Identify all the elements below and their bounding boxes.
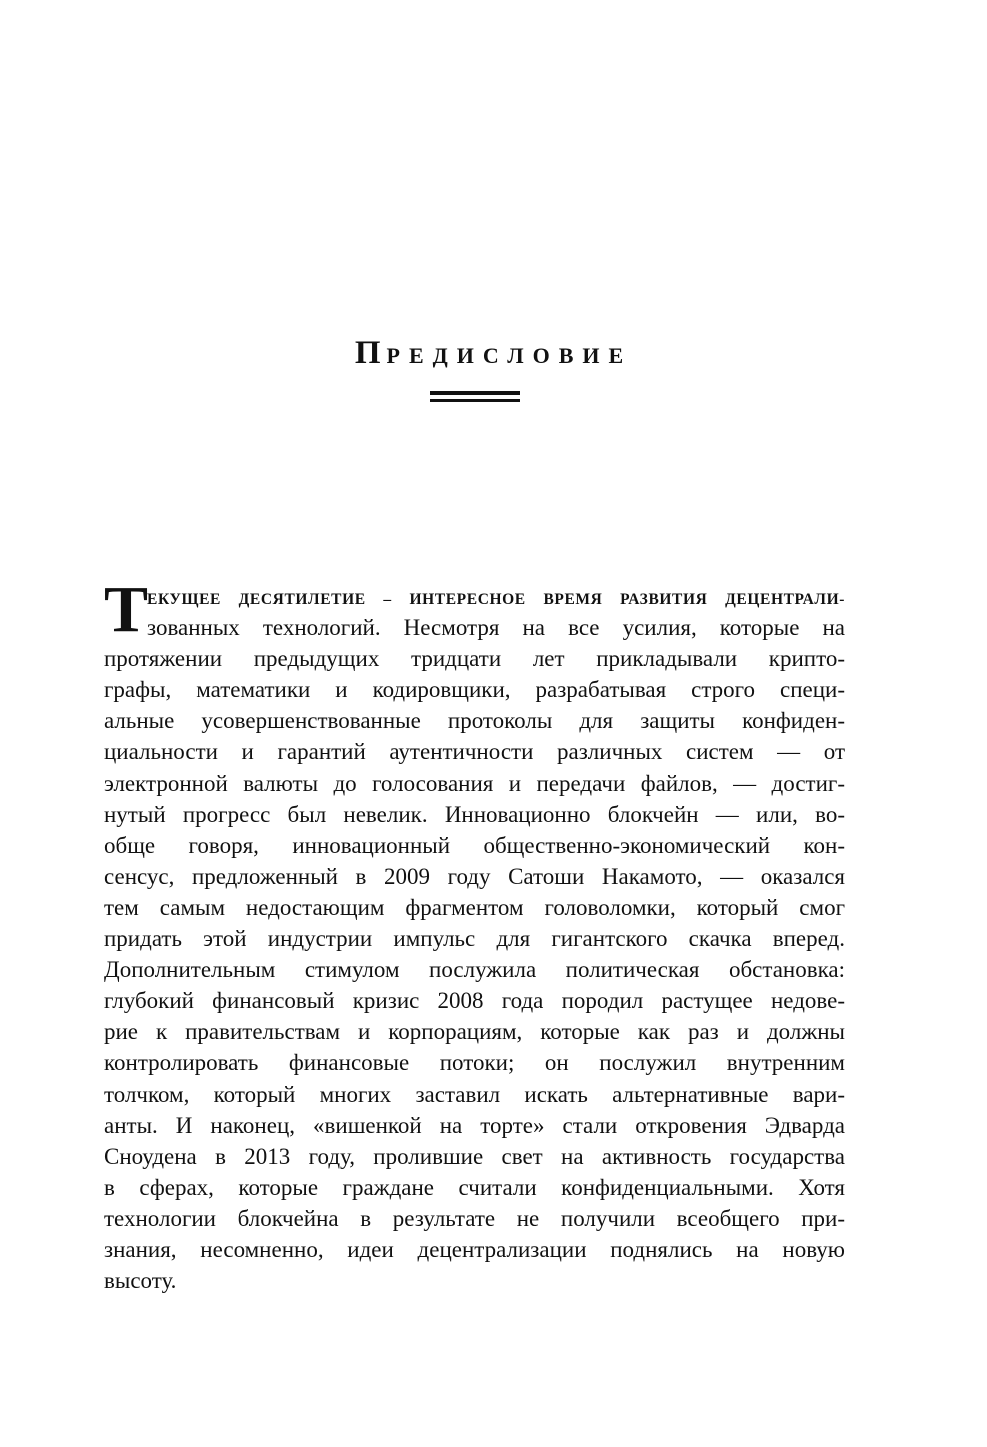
paragraph-line: циальности и гарантий аутентичности различных систем — от (104, 739, 845, 765)
paragraph-line: обще говоря, инновационный общественно-экономический кон- (104, 832, 845, 858)
chapter-title (0, 333, 987, 376)
drop-cap: Т (104, 573, 149, 646)
paragraph-line: знания, несомненно, идеи децентрализации поднялись на новую (104, 1236, 845, 1262)
paragraph-line: сенсус, предложенный в 2009 году Сатоши Накамото, — оказался (104, 863, 845, 889)
chapter-title-initial: П (354, 335, 387, 371)
paragraph-line: анты. И наконец, «вишенкой на торте» стали откровения Эдварда (104, 1112, 845, 1138)
paragraph-line: зованных технологий. Несмотря на все усилия, которые на (147, 615, 845, 641)
body-paragraph (104, 573, 845, 1296)
paragraph-line-smallcaps: ЕКУЩЕЕ ДЕСЯТИЛЕТИЕ – ИНТЕРЕСНОЕ ВРЕМЯ РАЗВИТИЯ ДЕЦЕНТРАЛИ- (147, 591, 845, 608)
paragraph-line: тем самым недостающим фрагментом головоломки, который смог (104, 894, 845, 920)
paragraph-line: придать этой индустрии импульс для гигантского скачка вперед. (104, 926, 845, 952)
paragraph-line: контролировать финансовые потоки; он послужил внутренним (104, 1050, 845, 1076)
paragraph-line: Дополнительным стимулом послужила политическая обстановка: (104, 957, 845, 983)
paragraph-line: рие к правительствам и корпорациям, которые как раз и должны (104, 1019, 845, 1045)
paragraph-line: глубокий финансовый кризис 2008 года породил растущее недове- (104, 988, 845, 1014)
paragraph-line: электронной валюты до голосования и передачи файлов, — достиг- (104, 770, 845, 796)
paragraph-line: графы, математики и кодировщики, разрабатывая строго специ- (104, 677, 845, 703)
paragraph-line: толчком, который многих заставил искать альтернативные вари- (104, 1081, 845, 1107)
title-underline-bottom (430, 399, 520, 402)
title-underline-top (430, 391, 520, 395)
paragraph-line: альные усовершенствованные протоколы для защиты конфиден- (104, 708, 845, 734)
paragraph-line: нутый прогресс был невелик. Инновационно блокчейн — или, во- (104, 801, 845, 827)
paragraph-line: Сноудена в 2013 году, пролившие свет на активность государства (104, 1143, 845, 1169)
paragraph-line-last: высоту. (104, 1268, 177, 1294)
paragraph-line: технологии блокчейна в результате не получили всеобщего при- (104, 1205, 845, 1231)
chapter-title-rest: РЕДИСЛОВИЕ (386, 343, 633, 368)
paragraph-line: в сферах, которые граждане считали конфиденциальными. Хотя (104, 1174, 845, 1200)
paragraph-line: протяжении предыдущих тридцати лет прикладывали крипто- (104, 646, 845, 672)
